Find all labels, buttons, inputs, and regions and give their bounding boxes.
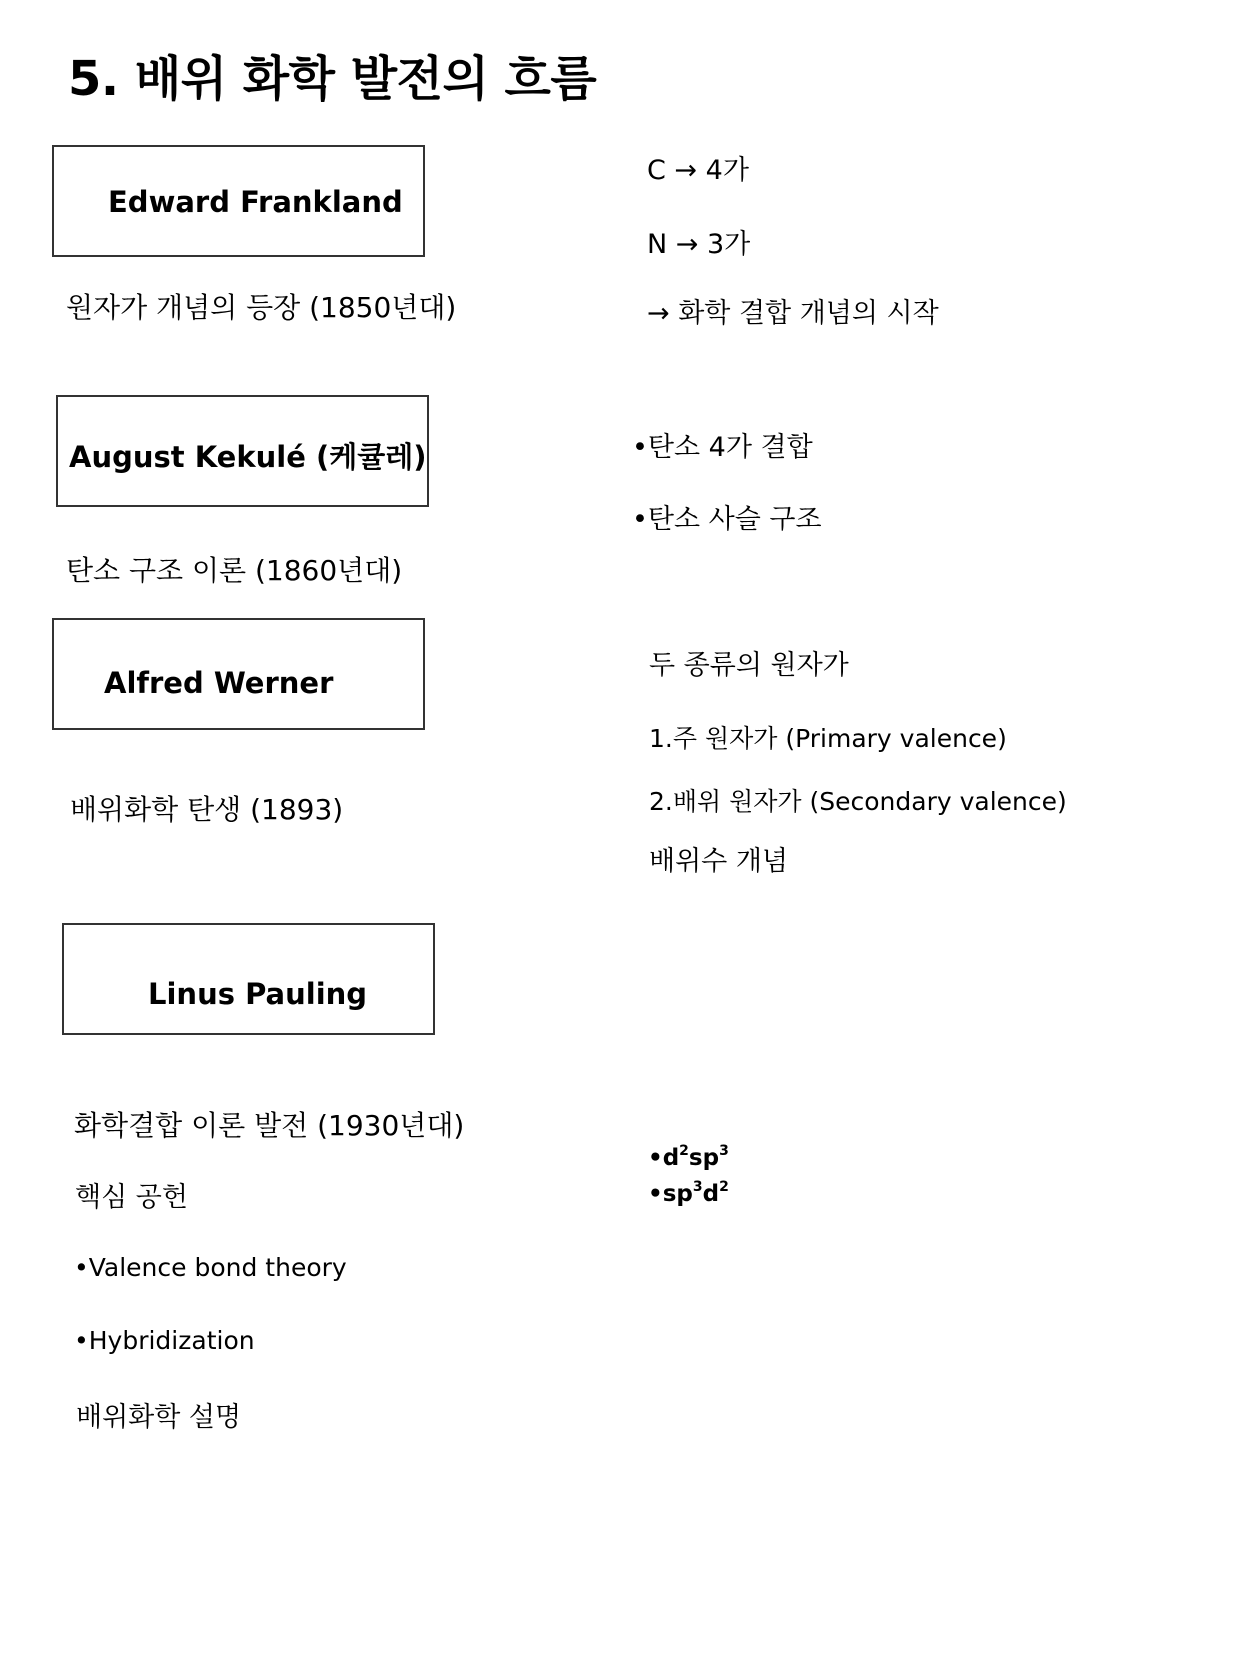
frankland-caption: 원자가 개념의 등장 (1850년대) [66,291,457,324]
frankland-box [52,145,425,257]
frankland-name: Edward Frankland [108,185,403,219]
werner-box [52,618,425,730]
frankland-note-bond-start: → 화학 결합 개념의 시작 [647,298,939,329]
hybrid-formula-d2sp3: $•d^2sp^3$ [648,1143,729,1171]
werner-note-coordination-number: 배위수 개념 [649,846,788,877]
kekule-box [56,395,429,507]
pauling-valence-bond: •Valence bond theory [74,1253,347,1282]
pauling-contribution-heading: 핵심 공헌 [75,1182,188,1213]
werner-caption: 배위화학 탄생 (1893) [70,793,344,826]
hybrid-formula-sp3d2: $•sp^3d^2$ [648,1179,729,1207]
werner-note-primary: 1.주 원자가 (Primary valence) [649,724,1007,753]
pauling-box [62,923,435,1035]
kekule-note-tetravalent: •탄소 4가 결합 [632,432,813,463]
kekule-caption: 탄소 구조 이론 (1860년대) [66,554,403,587]
kekule-note-chain: •탄소 사슬 구조 [632,504,822,535]
pauling-caption: 화학결합 이론 발전 (1930년대) [74,1109,465,1142]
frankland-note-nitrogen: N → 3가 [647,229,751,260]
kekule-name: August Kekulé (케큘레) [69,440,427,474]
page-title: 5. 배위 화학 발전의 흐름 [68,51,597,107]
werner-note-secondary: 2.배위 원자가 (Secondary valence) [649,787,1067,816]
pauling-name: Linus Pauling [148,977,368,1011]
pauling-hybridization: •Hybridization [74,1326,255,1355]
werner-note-two-valences: 두 종류의 원자가 [649,650,849,681]
werner-name: Alfred Werner [104,666,334,700]
pauling-summary: 배위화학 설명 [76,1402,242,1433]
hybrid-formula-list [648,1140,729,1212]
frankland-note-carbon: C → 4가 [647,155,749,186]
